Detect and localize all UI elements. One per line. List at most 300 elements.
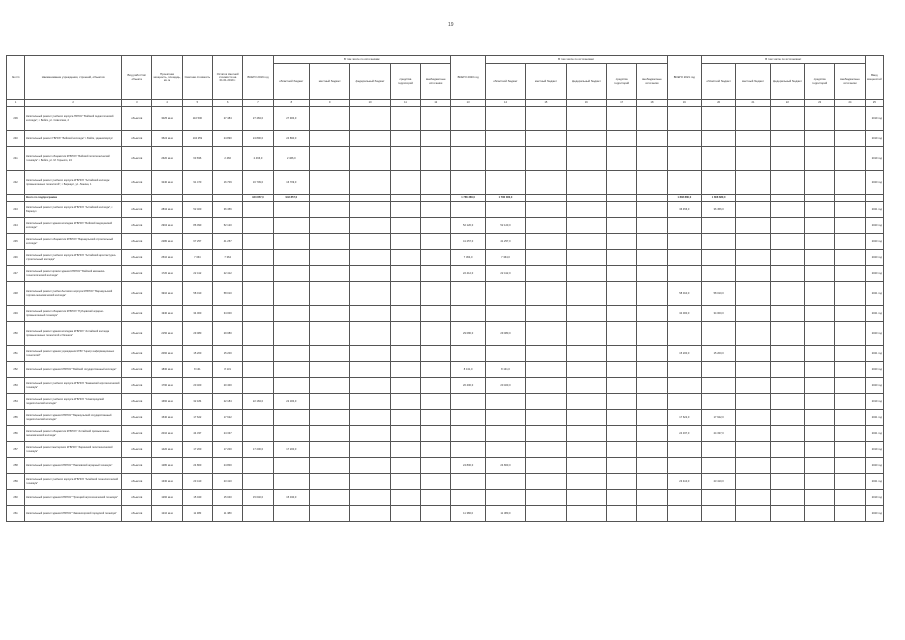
header-src-obl: областной бюджет: [701, 64, 735, 100]
empty-cell: [637, 506, 667, 522]
regional-2021: [701, 234, 735, 250]
empty-cell: [607, 394, 637, 410]
empty-cell: [566, 171, 606, 195]
column-number: 22: [770, 100, 804, 107]
empty-cell: [309, 147, 349, 171]
total-2021: 34 000,0: [667, 306, 701, 322]
regional-2019: [273, 426, 309, 442]
regional-2021: [701, 107, 735, 131]
balance: 2 466: [213, 147, 243, 171]
empty-cell: [637, 202, 667, 218]
empty-cell: [607, 202, 637, 218]
object-name: Капитальный ремонт учебного корпуса ГБПОУ "Бийский педагогический колледж", г. Бийск, ул. Советская, 2: [25, 107, 122, 131]
regional-2020: 24 800,0: [485, 458, 525, 474]
capacity: 3910 кв.м: [152, 282, 182, 306]
work-type: объектов: [122, 426, 152, 442]
row-number: 257: [7, 442, 25, 458]
total-2021: 58 010,0: [667, 282, 701, 306]
empty-cell: [736, 474, 770, 490]
empty-cell: [350, 378, 390, 394]
empty-cell: [421, 426, 451, 442]
row-number: 256: [7, 426, 25, 442]
total-2021: [667, 171, 701, 195]
work-type: объектов: [122, 202, 152, 218]
total-2021: [667, 131, 701, 147]
empty-cell: [390, 147, 420, 171]
header-src-vneb: внебюджетные источники: [637, 64, 667, 100]
column-number: 10: [350, 100, 390, 107]
empty-cell: [390, 282, 420, 306]
capacity: 2010 кв.м: [152, 426, 182, 442]
empty-cell: [637, 346, 667, 362]
empty-cell: [736, 282, 770, 306]
empty-cell: [805, 202, 835, 218]
header-group-2021: В том числе по источникам:: [701, 56, 865, 64]
empty-cell: [736, 195, 770, 202]
total-2019: [243, 474, 273, 490]
regional-2021: [701, 218, 735, 234]
empty-cell: [770, 426, 804, 442]
regional-2020: [485, 202, 525, 218]
regional-2021: [701, 506, 735, 522]
empty-cell: [835, 490, 865, 506]
capacity: 2060 кв.м: [152, 346, 182, 362]
empty-cell: [526, 250, 566, 266]
estimated-cost: 15 200: [182, 346, 212, 362]
empty-cell: [526, 234, 566, 250]
empty-cell: [805, 306, 835, 322]
empty-cell: [770, 107, 804, 131]
empty-cell: [566, 218, 606, 234]
estimated-cost: 15 040: [182, 490, 212, 506]
column-number: 21: [736, 100, 770, 107]
table-row: [7, 378, 884, 394]
capacity: 1790 кв.м: [152, 378, 182, 394]
header-src-vneb: внебюджетные источники: [835, 64, 865, 100]
regional-2019: [273, 410, 309, 426]
object-name: Капитальный ремонт здания учреждения КГБУ "Центр информационных технологий": [25, 346, 122, 362]
table-row: [7, 442, 884, 458]
empty-cell: [770, 171, 804, 195]
empty-cell: [805, 171, 835, 195]
empty-cell: [770, 442, 804, 458]
empty-cell: [805, 394, 835, 410]
header-src-obl: областной бюджет: [273, 64, 309, 100]
empty-cell: [390, 442, 420, 458]
regional-2019: [273, 306, 309, 322]
empty-cell: [152, 195, 182, 202]
header-cost: Сметная стоимость: [182, 56, 212, 100]
total-2019: [243, 322, 273, 346]
commissioning-year: 2019 год: [865, 442, 883, 458]
total-2021: [667, 147, 701, 171]
empty-cell: [835, 202, 865, 218]
total-2020: [451, 346, 485, 362]
regional-2020: 52 120,0: [485, 218, 525, 234]
balance: 15 200: [213, 346, 243, 362]
empty-cell: [390, 218, 420, 234]
total-regional-2020: 1 786 380,0: [485, 195, 525, 202]
column-number: 25: [865, 100, 883, 107]
total-2019: 16 709,0: [243, 171, 273, 195]
empty-cell: [805, 250, 835, 266]
empty-cell: [390, 378, 420, 394]
regional-2020: [485, 410, 525, 426]
regional-2020: 20 400,0: [485, 378, 525, 394]
capacity: 1330 кв.м: [152, 474, 182, 490]
empty-cell: [421, 266, 451, 282]
empty-cell: [637, 442, 667, 458]
total-2021: [667, 362, 701, 378]
object-name: Капитальный ремонт здания КГБПОУ "Троицкий агротехнический техникум": [25, 490, 122, 506]
empty-cell: [835, 426, 865, 442]
work-type: объектов: [122, 506, 152, 522]
empty-cell: [637, 394, 667, 410]
balance: 16 709: [213, 171, 243, 195]
total-2020: [451, 131, 485, 147]
header-src-fed: федеральный бюджет: [770, 64, 804, 100]
total-2021: [667, 506, 701, 522]
empty-cell: [637, 218, 667, 234]
regional-2021: [701, 147, 735, 171]
empty-cell: [421, 490, 451, 506]
header-type: Вид работ/тип объекта: [122, 56, 152, 100]
empty-cell: [309, 195, 349, 202]
empty-cell: [607, 362, 637, 378]
empty-cell: [350, 282, 390, 306]
regional-2020: [485, 490, 525, 506]
empty-cell: [309, 218, 349, 234]
empty-cell: [526, 394, 566, 410]
empty-cell: [835, 250, 865, 266]
commissioning-year: 2020 год: [865, 322, 883, 346]
budget-table: [6, 55, 884, 522]
regional-2021: [701, 266, 735, 282]
empty-cell: [309, 394, 349, 410]
regional-2020: [485, 394, 525, 410]
capacity: 3025 кв.м: [152, 107, 182, 131]
row-number: 242: [7, 171, 25, 195]
table-row: [7, 282, 884, 306]
empty-cell: [805, 458, 835, 474]
total-2020: [451, 107, 485, 131]
capacity: 1540 кв.м: [152, 410, 182, 426]
regional-2019: [273, 322, 309, 346]
empty-cell: [770, 410, 804, 426]
empty-cell: [566, 362, 606, 378]
regional-2019: [273, 378, 309, 394]
column-number: 13: [451, 100, 485, 107]
total-2019: 22 184,0: [243, 394, 273, 410]
empty-cell: [566, 442, 606, 458]
empty-cell: [390, 458, 420, 474]
balance: 17 200: [213, 442, 243, 458]
work-type: объектов: [122, 147, 152, 171]
regional-2020: [485, 131, 525, 147]
estimated-cost: 34 000: [182, 306, 212, 322]
row-number: 243: [7, 202, 25, 218]
table-body: [7, 100, 884, 522]
total-2020: [451, 442, 485, 458]
empty-cell: [736, 266, 770, 282]
empty-cell: [805, 322, 835, 346]
empty-cell: [736, 234, 770, 250]
empty-cell: [309, 458, 349, 474]
empty-cell: [421, 506, 451, 522]
empty-cell: [566, 266, 606, 282]
regional-2020: [485, 474, 525, 490]
balance: 27 484: [213, 107, 243, 131]
empty-cell: [309, 107, 349, 131]
empty-cell: [309, 234, 349, 250]
commissioning-year: 2020 год: [865, 362, 883, 378]
empty-cell: [835, 171, 865, 195]
total-2019: [243, 378, 273, 394]
empty-cell: [122, 195, 152, 202]
capacity: 2150 кв.м: [152, 322, 182, 346]
empty-cell: [526, 506, 566, 522]
regional-2021: 58 010,0: [701, 282, 735, 306]
column-number: 7: [243, 100, 273, 107]
total-2019: 2 466,0: [243, 147, 273, 171]
object-name: Капитальный ремонт кровли здания КГБПОУ "Бийский механико-технологический колледж": [25, 266, 122, 282]
empty-cell: [736, 426, 770, 442]
total-2021: [667, 394, 701, 410]
estimated-cost: 17 200: [182, 442, 212, 458]
work-type: объектов: [122, 362, 152, 378]
header-group-2020: В том числе по источникам:: [485, 56, 667, 64]
empty-cell: [350, 506, 390, 522]
header-total-2020: ВСЕГО 2020 год: [451, 56, 485, 100]
empty-cell: [835, 306, 865, 322]
total-2021: [667, 322, 701, 346]
column-number: 18: [637, 100, 667, 107]
empty-cell: [736, 362, 770, 378]
empty-cell: [421, 474, 451, 490]
total-2019: [243, 346, 273, 362]
work-type: объектов: [122, 171, 152, 195]
total-2020: 22 412,0: [451, 266, 485, 282]
column-number: 1: [7, 100, 25, 107]
empty-cell: [526, 282, 566, 306]
row-number: 246: [7, 250, 25, 266]
regional-2021: [701, 131, 735, 147]
empty-cell: [770, 147, 804, 171]
commissioning-year: 2020 год: [865, 250, 883, 266]
object-name: Капитальный ремонт общежития КГБПОУ "Алтайский промышленно-экономический колледж": [25, 426, 122, 442]
object-name: Капитальный ремонт здания колледжа КГБПОУ "Бийский медицинский колледж": [25, 218, 122, 234]
row-number: 240: [7, 131, 25, 147]
regional-2019: [273, 234, 309, 250]
empty-cell: [770, 322, 804, 346]
empty-cell: [526, 442, 566, 458]
empty-cell: [390, 202, 420, 218]
empty-cell: [421, 322, 451, 346]
empty-cell: [770, 282, 804, 306]
header-src-terr: средства территорий: [805, 64, 835, 100]
regional-2021: 15 200,0: [701, 346, 735, 362]
empty-cell: [421, 306, 451, 322]
commissioning-year: 2019 год: [865, 107, 883, 131]
empty-cell: [637, 458, 667, 474]
regional-2021: [701, 171, 735, 195]
total-2021: [667, 250, 701, 266]
work-type: объектов: [122, 378, 152, 394]
object-name: Капитальный ремонт учебного корпуса КГБПОУ "Алтайский колледж", г. Барнаул: [25, 202, 122, 218]
empty-cell: [309, 378, 349, 394]
empty-cell: [309, 506, 349, 522]
empty-cell: [526, 378, 566, 394]
work-type: объектов: [122, 346, 152, 362]
object-name: Капитальный ремонт учебного корпуса КГБПОУ "Алтайский колледж промышленных технологий", г. Барнаул, ул. Ленина, 1: [25, 171, 122, 195]
commissioning-year: 2019 год: [865, 490, 883, 506]
capacity: 2280 кв.м: [152, 234, 182, 250]
empty-cell: [390, 410, 420, 426]
empty-cell: [421, 362, 451, 378]
total-2021: [667, 266, 701, 282]
empty-cell: [607, 322, 637, 346]
estimated-cost: 86 090: [182, 218, 212, 234]
estimated-cost: 52 400: [182, 202, 212, 218]
balance: 8 131: [213, 362, 243, 378]
object-name: Капитальный ремонт здания колледжа КГБПОУ "Алтайский колледж промышленных технологий и бизнеса": [25, 322, 122, 346]
capacity: 1830 кв.м: [152, 362, 182, 378]
empty-cell: [835, 474, 865, 490]
empty-cell: [736, 394, 770, 410]
empty-cell: [350, 234, 390, 250]
empty-cell: [770, 266, 804, 282]
regional-2021: 17 622,0: [701, 410, 735, 426]
commissioning-year: 2019 год: [865, 147, 883, 171]
work-type: объектов: [122, 282, 152, 306]
regional-2021: [701, 362, 735, 378]
empty-cell: [805, 234, 835, 250]
empty-cell: [805, 410, 835, 426]
header-npp: № п/п: [7, 56, 25, 100]
empty-cell: [607, 234, 637, 250]
regional-2021: [701, 442, 735, 458]
empty-cell: [736, 378, 770, 394]
work-type: объектов: [122, 218, 152, 234]
empty-cell: [805, 282, 835, 306]
empty-cell: [390, 306, 420, 322]
empty-cell: [421, 250, 451, 266]
total-2021: 36 456,0: [667, 202, 701, 218]
regional-2019: 27 484,0: [273, 107, 309, 131]
regional-2019: [273, 346, 309, 362]
empty-cell: [390, 266, 420, 282]
work-type: объектов: [122, 234, 152, 250]
empty-cell: [390, 131, 420, 147]
regional-2021: [701, 458, 735, 474]
empty-cell: [637, 171, 667, 195]
empty-cell: [736, 490, 770, 506]
regional-2020: 22 412,0: [485, 266, 525, 282]
empty-cell: [736, 107, 770, 131]
column-number: 5: [182, 100, 212, 107]
column-number: 24: [835, 100, 865, 107]
total-2019: [243, 306, 273, 322]
estimated-cost: 23 410: [182, 474, 212, 490]
empty-cell: [350, 218, 390, 234]
empty-cell: [736, 306, 770, 322]
balance: 22 412: [213, 266, 243, 282]
table-row: [7, 322, 884, 346]
regional-2021: 34 000,0: [701, 306, 735, 322]
empty-cell: [421, 410, 451, 426]
commissioning-year: 2021 год: [865, 282, 883, 306]
balance: 15 040: [213, 490, 243, 506]
empty-cell: [421, 234, 451, 250]
empty-cell: [421, 282, 451, 306]
column-number: 23: [805, 100, 835, 107]
empty-cell: [805, 131, 835, 147]
empty-cell: [835, 362, 865, 378]
empty-cell: [805, 195, 835, 202]
total-2021: 24 337,0: [667, 426, 701, 442]
empty-cell: [421, 195, 451, 202]
empty-cell: [637, 107, 667, 131]
total-2019: [243, 506, 273, 522]
empty-cell: [805, 107, 835, 131]
work-type: объектов: [122, 442, 152, 458]
total-2019: [243, 410, 273, 426]
column-number: 2: [25, 100, 122, 107]
empty-cell: [566, 131, 606, 147]
capacity: 1720 кв.м: [152, 266, 182, 282]
empty-cell: [350, 306, 390, 322]
total-2019: [243, 218, 273, 234]
empty-cell: [637, 474, 667, 490]
object-name: Капитальный ремонт общежития КГБПОУ "Рубцовский аграрно-промышленный техникум": [25, 306, 122, 322]
empty-cell: [835, 442, 865, 458]
empty-cell: [526, 490, 566, 506]
empty-cell: [607, 410, 637, 426]
estimated-cost: 67 257: [182, 234, 212, 250]
estimated-cost: 7 364: [182, 250, 212, 266]
table-row: [7, 107, 884, 131]
total-2021: [667, 378, 701, 394]
empty-cell: [637, 131, 667, 147]
estimated-cost: 91 470: [182, 171, 212, 195]
work-type: объектов: [122, 322, 152, 346]
commissioning-year: 2021 год: [865, 202, 883, 218]
empty-cell: [526, 426, 566, 442]
object-name: Капитальный ремонт учебного корпуса КГБПОУ "Алтайский архитектурно-строительный колледж": [25, 250, 122, 266]
empty-cell: [566, 506, 606, 522]
total-sum-2019: 943 857,0: [243, 195, 273, 202]
empty-cell: [421, 378, 451, 394]
estimated-cost: 58 010: [182, 282, 212, 306]
commissioning-year: 2020 год: [865, 458, 883, 474]
column-number: 17: [607, 100, 637, 107]
total-2019: [243, 362, 273, 378]
header-src-fed: федеральный бюджет: [566, 64, 606, 100]
empty-cell: [566, 107, 606, 131]
empty-cell: [736, 410, 770, 426]
header-src-mest: местный бюджет: [309, 64, 349, 100]
regional-2020: [485, 306, 525, 322]
work-type: объектов: [122, 410, 152, 426]
row-number: 244: [7, 218, 25, 234]
empty-cell: [566, 378, 606, 394]
empty-cell: [770, 474, 804, 490]
column-numbers-row: [7, 100, 884, 107]
empty-cell: [350, 346, 390, 362]
empty-cell: [421, 107, 451, 131]
empty-cell: [736, 458, 770, 474]
empty-cell: [637, 282, 667, 306]
